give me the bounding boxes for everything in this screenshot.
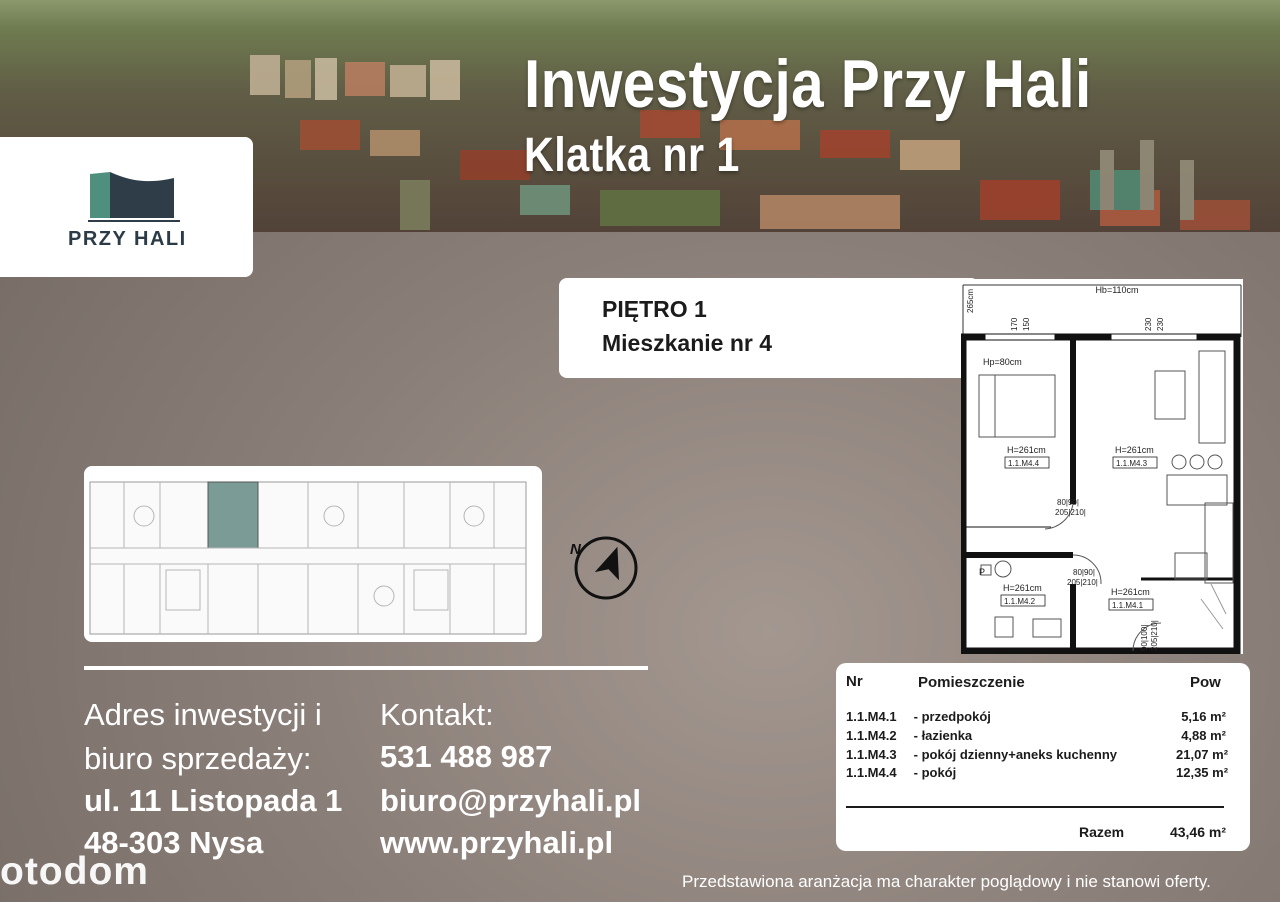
table-header-area: Pow: [1190, 674, 1221, 691]
address-label-line2: biuro sprzedaży:: [84, 741, 312, 776]
disclaimer-text: Przedstawiona aranżacja ma charakter poglądowy i nie stanowi oferty.: [682, 872, 1211, 891]
floor-label: PIĘTRO 1: [602, 296, 707, 322]
door-dim-label: 80|90|: [1057, 498, 1079, 507]
contact-label: Kontakt:: [380, 697, 494, 732]
balcony-height-label: Hb=110cm: [1095, 285, 1139, 295]
building-floor-overview: [84, 466, 542, 642]
window-dim-230b: 230: [1156, 317, 1165, 331]
table-row: [846, 765, 1229, 780]
table-header-room: Pomieszczenie: [918, 674, 1025, 691]
room-name: - łazienka: [913, 728, 973, 743]
balcony-depth-label: 265cm: [966, 288, 975, 313]
divider: [84, 666, 648, 670]
page-subtitle: Klatka nr 1: [524, 129, 740, 182]
compass-icon: [566, 530, 646, 606]
window-dim-150: 150: [1022, 317, 1031, 331]
room-code: 1.1.M4.1: [846, 709, 897, 724]
room-code: 1.1.M4.3: [846, 747, 897, 762]
total-label: Razem: [1079, 824, 1125, 840]
floor-card: [559, 278, 979, 378]
page-title: Inwestycja Przy Hali: [524, 46, 1092, 122]
compass-north-label: N: [570, 541, 581, 558]
total-area: 43,46 m²: [1169, 824, 1226, 840]
room-name: - pokój: [913, 765, 957, 780]
room-code: 1.1.M4.4: [846, 765, 897, 780]
apartment-label: Mieszkanie nr 4: [602, 330, 773, 356]
floor-plan: [961, 279, 1243, 654]
shaft-mark: P: [979, 567, 986, 577]
room-area: 21,07 m²: [1176, 747, 1229, 762]
room-area: 4,88 m²: [1181, 728, 1226, 743]
room-area: 5,16 m²: [1181, 709, 1226, 724]
table-row: [846, 709, 1226, 724]
room-code: 1.1.M4.2: [1004, 597, 1036, 606]
room-code: 1.1.M4.1: [1112, 601, 1144, 610]
door-dim-label: 80|90|: [1073, 568, 1095, 577]
table-divider: [846, 806, 1224, 808]
room-name: - pokój dzienny+aneks kuchenny: [913, 747, 1117, 762]
building-logo-icon: [86, 170, 182, 224]
door-dim-label: 205|210|: [1055, 508, 1086, 517]
door-dim-label: 205|210|: [1067, 578, 1098, 587]
door-dim-label: 205|210|: [1150, 620, 1159, 651]
window-dim-230a: 230: [1144, 317, 1153, 331]
address-street: ul. 11 Listopada 1: [84, 783, 343, 818]
room-height-label: H=261cm: [1007, 445, 1046, 455]
logo-text: PRZY HALI: [68, 228, 187, 250]
room-name: - przedpokój: [913, 709, 991, 724]
contact-phone[interactable]: 531 488 987: [380, 739, 553, 774]
table-row: [846, 728, 1226, 743]
room-height-label: H=261cm: [1111, 587, 1150, 597]
highlighted-apartment: [208, 482, 258, 548]
address-city: 48-303 Nysa: [84, 825, 264, 860]
sill-height-label: Hp=80cm: [983, 357, 1022, 367]
contact-email[interactable]: biuro@przyhali.pl: [380, 783, 642, 818]
door-dim-label: 90|100|: [1140, 624, 1149, 651]
address-label-line1: Adres inwestycji i: [84, 697, 322, 732]
room-height-label: H=261cm: [1003, 583, 1042, 593]
room-code: 1.1.M4.2: [846, 728, 897, 743]
window-dim-170: 170: [1010, 317, 1019, 331]
table-row: [846, 747, 1229, 762]
room-code: 1.1.M4.3: [1116, 459, 1148, 468]
contact-website[interactable]: www.przyhali.pl: [380, 825, 614, 860]
room-code: 1.1.M4.4: [1008, 459, 1040, 468]
table-header-nr: Nr: [846, 673, 863, 690]
room-height-label: H=261cm: [1115, 445, 1154, 455]
otodom-watermark: otodom: [0, 850, 149, 893]
room-area: 12,35 m²: [1176, 765, 1229, 780]
